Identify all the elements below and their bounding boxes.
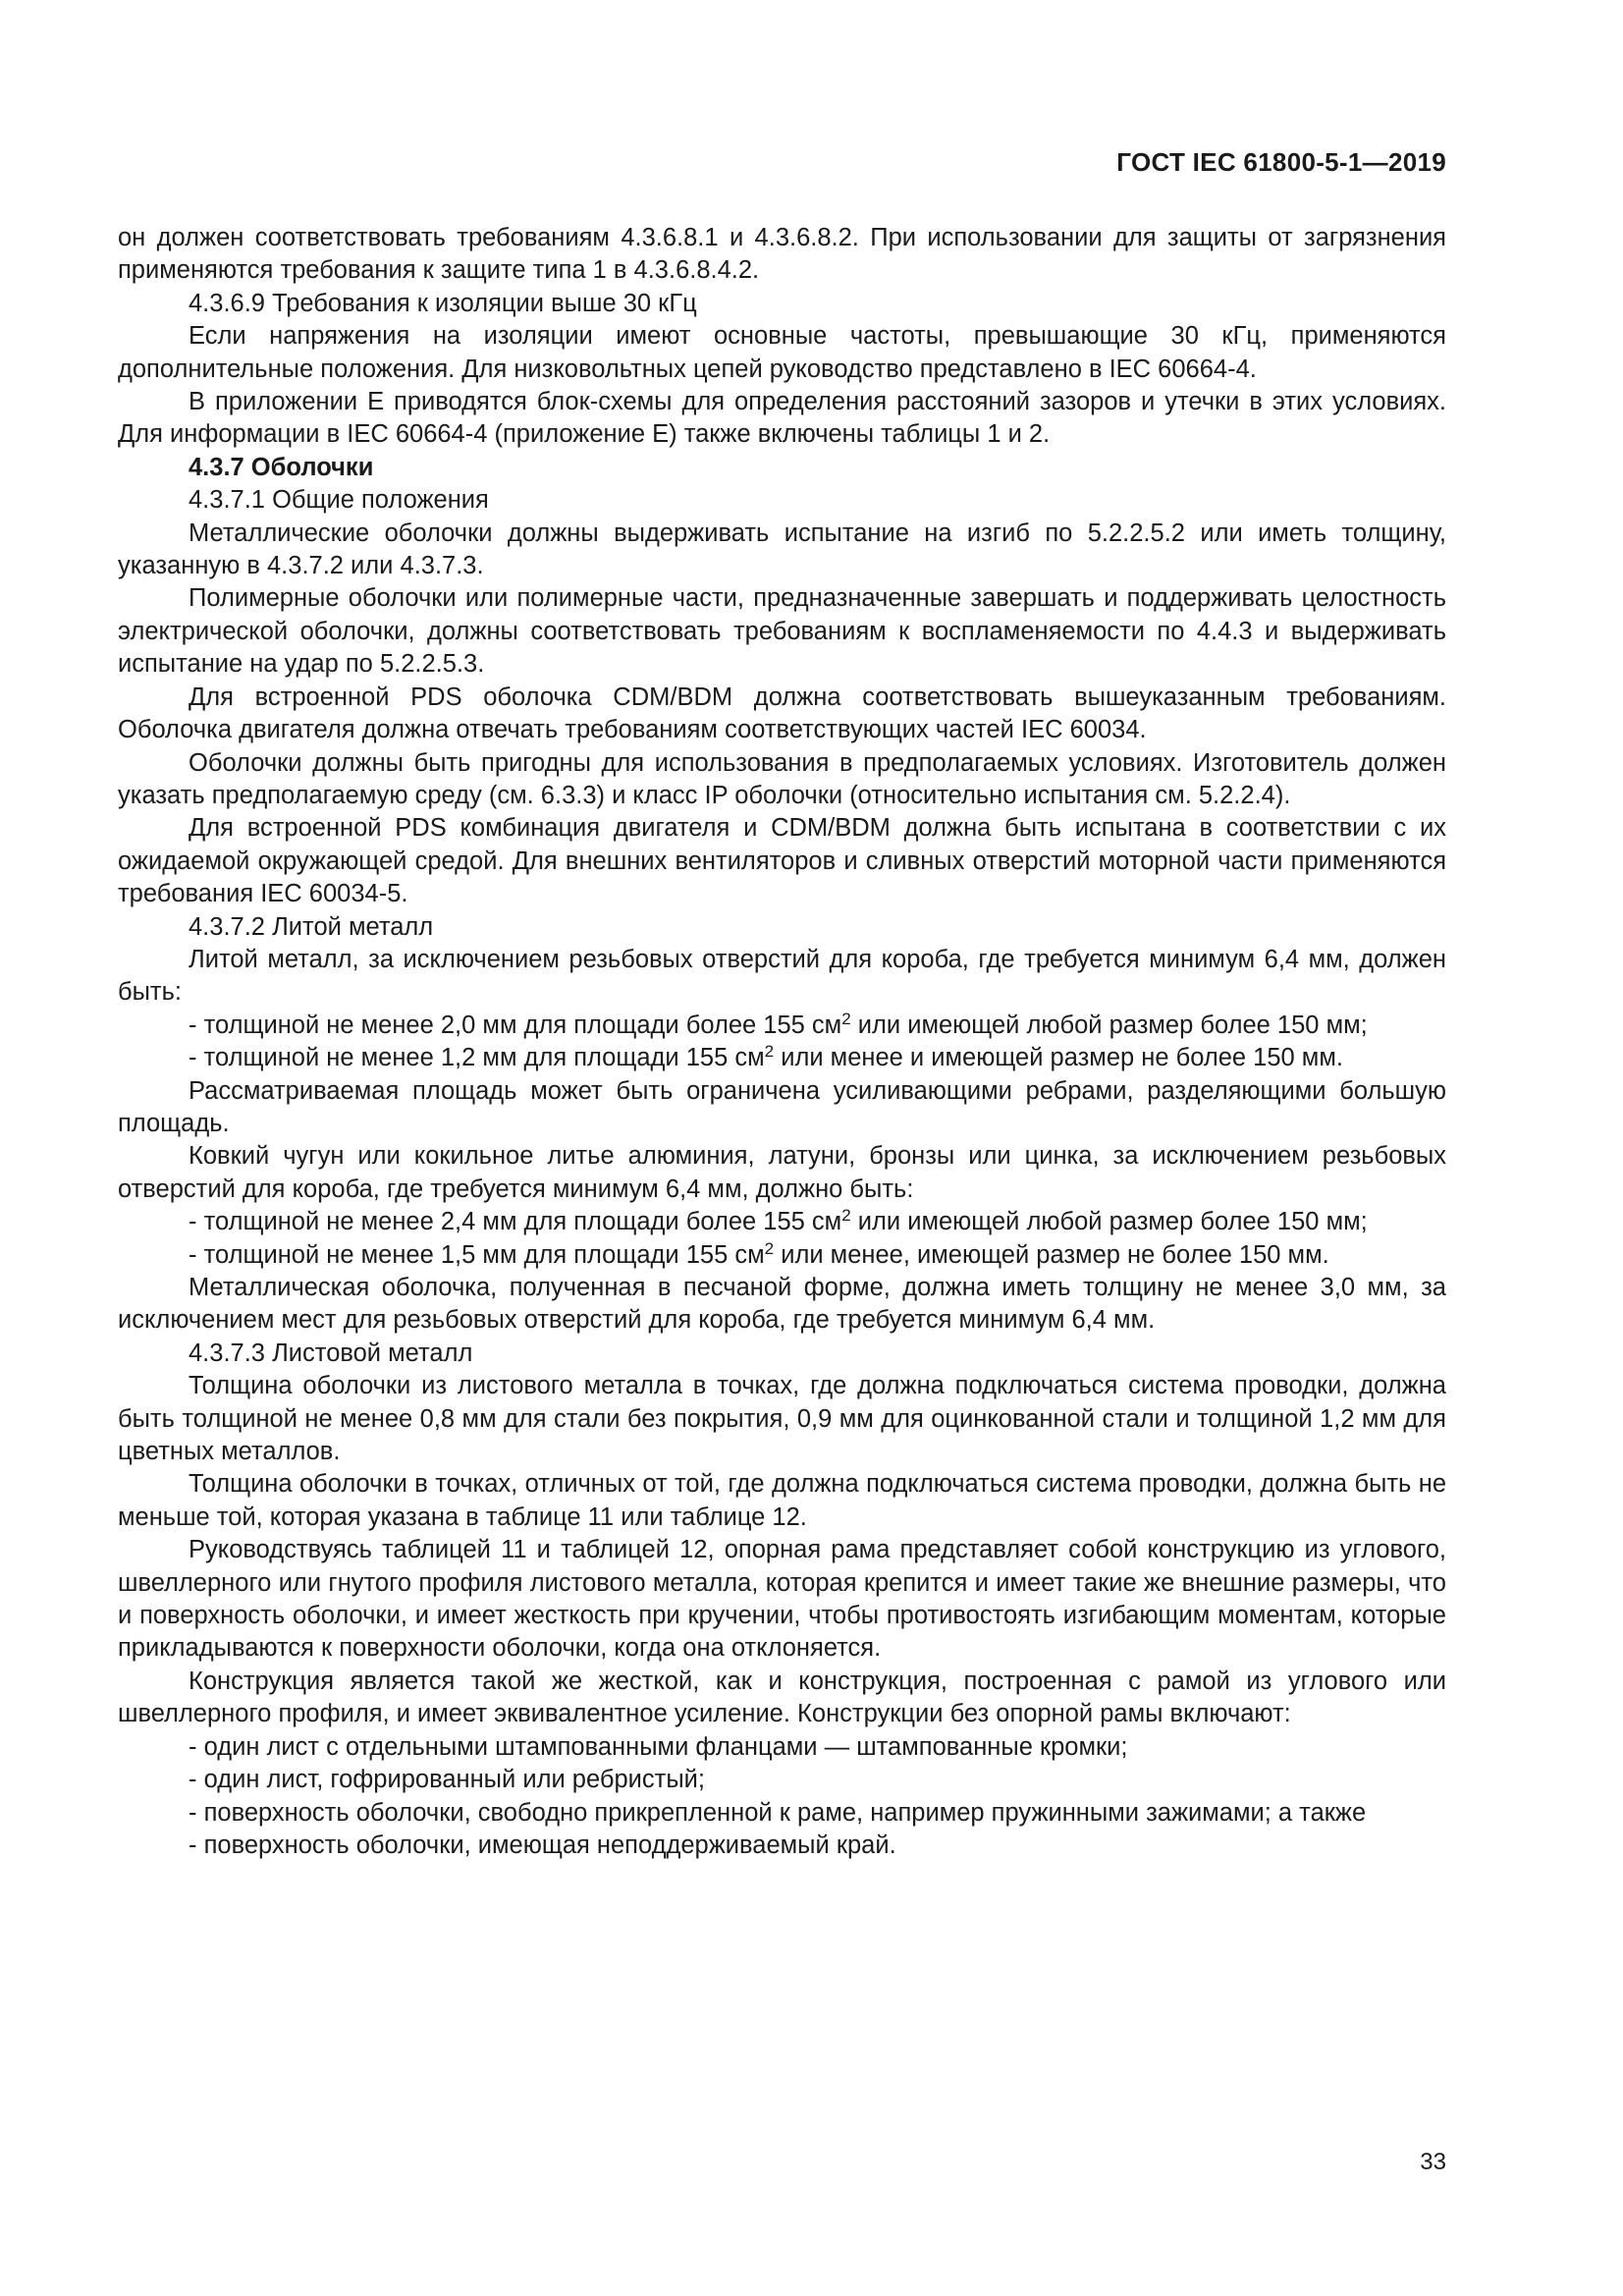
list-item-text: - толщиной не менее 2,0 мм для площади более 155 см — [189, 1011, 842, 1039]
list-item-text: - толщиной не менее 1,5 мм для площади 155 см — [189, 1240, 765, 1269]
list-item: - поверхность оболочки, имеющая неподдерживаемый край. — [189, 1831, 896, 1859]
paragraph: Литой металл, за исключением резьбовых отверстий для короба, где требуется минимум 6,4 мм, должен быть: — [118, 945, 1446, 1007]
paragraph: Для встроенной PDS оболочка CDM/BDM должна соответствовать вышеуказанным требованиям. Оболочка двигателя должна отвечать требованиям соответствующих частей IEC 60034. — [118, 683, 1446, 744]
superscript: 2 — [764, 1042, 775, 1062]
list-item-text: или имеющей любой размер более 150 мм; — [850, 1011, 1368, 1039]
paragraph: Конструкция является такой же жесткой, как и конструкция, построенная с рамой из углового или швеллерного профиля, и имеет эквивалентное усиление. Конструкции без опорной рамы включают: — [118, 1667, 1446, 1728]
paragraph: Руководствуясь таблицей 11 и таблицей 12, опорная рама представляет собой конструкцию из углового, швеллерного или гнутого профиля листового металла, которая крепится и имеет такие же внешние размеры, что и поверхность оболочки, и имеет жесткость при кручении, чтобы противостоять изгибающим моментам, которые прикладываются к поверхности оболочки, когда она отклоняется. — [118, 1536, 1446, 1663]
page-number: 33 — [1420, 2149, 1446, 2175]
superscript: 2 — [841, 1206, 851, 1226]
section-heading: 4.3.7.2 Литой металл — [189, 912, 434, 941]
paragraph: Оболочки должны быть пригодны для использования в предполагаемых условиях. Изготовитель должен указать предполагаемую среду (см. 6.3.3) и класс IP оболочки (относительно испытания см. 5.2.2.4). — [118, 748, 1446, 809]
list-item-text: или имеющей любой размер более 150 мм; — [850, 1208, 1368, 1236]
paragraph: Металлическая оболочка, полученная в песчаной форме, должна иметь толщину не менее 3,0 мм, за исключением мест для резьбовых отверстий для короба, где требуется минимум 6,4 мм. — [118, 1274, 1446, 1335]
paragraph: Для встроенной PDS комбинация двигателя и CDM/BDM должна быть испытана в соответствии с их ожидаемой окружающей средой. Для внешних вентиляторов и сливных отверстий моторной части применяются требования IEC 60034-5. — [118, 814, 1446, 908]
list-item — [118, 1239, 1446, 1272]
section-heading: 4.3.6.9 Требования к изоляции выше 30 кГц — [189, 289, 697, 317]
list-item: - один лист с отдельными штампованными фланцами — штампованные кромки; — [189, 1732, 1128, 1761]
list-item: - один лист, гофрированный или ребристый; — [189, 1766, 705, 1794]
paragraph: Толщина оболочки в точках, отличных от той, где должна подключаться система проводки, должна быть не меньше той, которая указана в таблице 11 или таблице 12. — [118, 1470, 1446, 1531]
paragraph: В приложении E приводятся блок-схемы для определения расстояний зазоров и утечки в этих условиях. Для информации в IEC 60664-4 (приложение E) также включены таблицы 1 и 2. — [118, 388, 1446, 449]
paragraph: Ковкий чугун или кокильное литье алюминия, латуни, бронзы или цинка, за исключением резьбовых отверстий для короба, где требуется минимум 6,4 мм, должно быть: — [118, 1142, 1446, 1203]
list-item: - поверхность оболочки, свободно прикрепленной к раме, например пружинными зажимами; а также — [189, 1798, 1367, 1827]
document-body — [118, 222, 1446, 1862]
list-item-text: или менее и имеющей размер не более 150 мм. — [774, 1044, 1343, 1072]
page-header: ГОСТ IEC 61800-5-1—2019 — [1116, 147, 1446, 177]
superscript: 2 — [841, 1009, 851, 1028]
paragraph: Если напряжения на изоляции имеют основные частоты, превышающие 30 кГц, применяются дополнительные положения. Для низковольтных цепей руководство представлено в IEC 60664-4. — [118, 322, 1446, 383]
list-item-text: - толщиной не менее 1,2 мм для площади 155 см — [189, 1044, 765, 1072]
list-item-text: - толщиной не менее 2,4 мм для площади более 155 см — [189, 1208, 842, 1236]
section-heading: 4.3.7.1 Общие положения — [189, 486, 489, 515]
superscript: 2 — [764, 1238, 775, 1258]
section-heading: 4.3.7.3 Листовой металл — [189, 1339, 473, 1367]
list-item-text: или менее, имеющей размер не более 150 мм. — [774, 1240, 1329, 1269]
section-heading: 4.3.7 Оболочки — [189, 453, 374, 481]
list-item — [118, 1206, 1446, 1238]
list-item — [118, 1042, 1446, 1074]
paragraph: Металлические оболочки должны выдерживать испытание на изгиб по 5.2.2.5.2 или иметь толщину, указанную в 4.3.7.2 или 4.3.7.3. — [118, 519, 1446, 580]
paragraph: Полимерные оболочки или полимерные части, предназначенные завершать и поддерживать целостность электрической оболочки, должны соответствовать требованиям к воспламеняемости по 4.4.3 и выдерживать испытание на удар по 5.2.2.5.3. — [118, 584, 1446, 679]
paragraph: Толщина оболочки из листового металла в точках, где должна подключаться система проводки, должна быть толщиной не менее 0,8 мм для стали без покрытия, 0,9 мм для оцинкованной стали и толщиной 1,2 мм для цветных металлов. — [118, 1372, 1446, 1466]
paragraph: Рассматриваемая площадь может быть ограничена усиливающими ребрами, разделяющими большую площадь. — [118, 1076, 1446, 1137]
list-item — [118, 1010, 1446, 1042]
paragraph: он должен соответствовать требованиям 4.3.6.8.1 и 4.3.6.8.2. При использовании для защиты от загрязнения применяются требования к защите типа 1 в 4.3.6.8.4.2. — [118, 224, 1446, 285]
